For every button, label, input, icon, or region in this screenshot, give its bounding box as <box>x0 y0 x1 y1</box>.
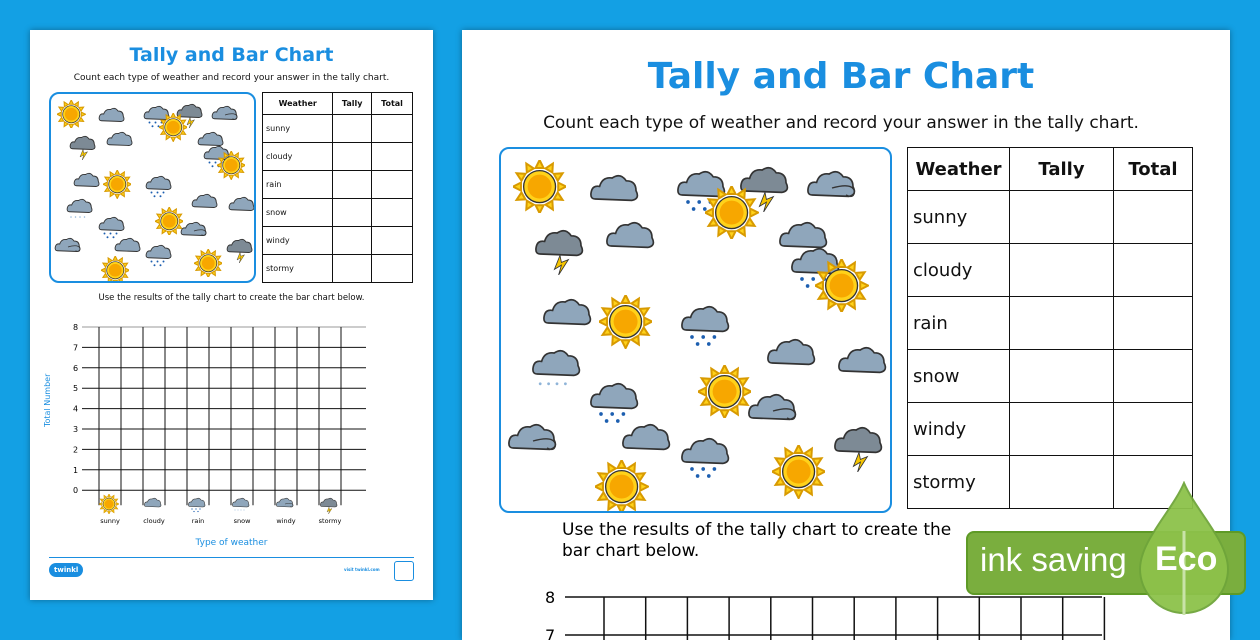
tally-cell[interactable] <box>333 115 372 143</box>
cloud-cloud-icon <box>764 328 820 384</box>
sun-icon <box>57 100 86 129</box>
row-label: cloudy <box>908 244 1010 297</box>
storm-cloud-icon <box>68 130 98 160</box>
row-label: snow <box>908 350 1010 403</box>
storm-cloud-icon <box>532 219 588 275</box>
table-row <box>908 297 1193 350</box>
x-axis-label: Type of weather <box>195 538 268 548</box>
cloud-cloud-icon <box>72 167 102 197</box>
table-row <box>908 191 1193 244</box>
bar-instruction: Use the results of the tally chart to create the bar chart below. <box>562 520 952 561</box>
y-tick-label: 2 <box>73 445 79 455</box>
instruction: Count each type of weather and record your answer in the tally chart. <box>73 73 390 83</box>
cloud-cloud-icon <box>603 211 659 267</box>
header-weather: Weather <box>908 148 1010 191</box>
sun-icon <box>99 494 119 514</box>
snow-cloud-icon <box>231 494 251 514</box>
x-tick-label: snow <box>233 517 251 526</box>
table-row <box>263 143 413 171</box>
tally-table <box>262 92 413 283</box>
eco-label: Eco <box>1155 540 1218 578</box>
sun-icon <box>101 256 130 283</box>
sun-icon <box>595 460 648 513</box>
table-row <box>263 171 413 199</box>
total-cell[interactable] <box>1114 191 1193 244</box>
tally-cell[interactable] <box>333 143 372 171</box>
total-cell[interactable] <box>371 227 412 255</box>
tally-cell[interactable] <box>1010 297 1114 350</box>
table-row <box>908 244 1193 297</box>
tally-cell[interactable] <box>1010 456 1114 509</box>
table-row <box>263 227 413 255</box>
rain-cloud-icon <box>678 427 734 483</box>
snow-cloud-icon <box>65 193 95 223</box>
twinkl-logo: twinkl <box>49 563 83 577</box>
rain-cloud-icon <box>144 170 174 200</box>
total-cell[interactable] <box>371 255 412 283</box>
total-cell[interactable] <box>371 199 412 227</box>
sun-icon <box>159 113 188 142</box>
cloud-cloud-icon <box>227 191 256 221</box>
total-cell[interactable] <box>371 143 412 171</box>
x-tick-label: windy <box>276 517 296 526</box>
sun-icon <box>513 160 566 213</box>
sun-icon <box>599 295 652 348</box>
table-row <box>908 403 1193 456</box>
weather-picture <box>499 147 892 513</box>
wind-cloud-icon <box>53 232 83 262</box>
table-row <box>263 199 413 227</box>
tally-cell[interactable] <box>1010 403 1114 456</box>
x-tick-label: stormy <box>318 517 342 526</box>
row-label: cloudy <box>263 143 333 171</box>
row-label: rain <box>908 297 1010 350</box>
instruction: Count each type of weather and record your answer in the tally chart. <box>543 113 1139 133</box>
row-label: snow <box>263 199 333 227</box>
storm-cloud-icon <box>831 416 887 472</box>
cloud-cloud-icon <box>105 126 135 156</box>
x-tick-label: cloudy <box>143 517 165 526</box>
row-label: stormy <box>908 456 1010 509</box>
wind-cloud-icon <box>179 216 209 246</box>
snow-cloud-icon <box>529 339 585 395</box>
table-row <box>263 115 413 143</box>
total-cell[interactable] <box>1114 403 1193 456</box>
wind-cloud-icon <box>505 413 561 469</box>
page-title: Tally and Bar Chart <box>129 44 334 66</box>
tally-cell[interactable] <box>1010 244 1114 297</box>
category-icon <box>275 494 299 518</box>
sun-icon <box>772 445 825 498</box>
tally-cell[interactable] <box>1010 191 1114 244</box>
rain-cloud-icon <box>144 239 174 269</box>
total-cell[interactable] <box>1114 350 1193 403</box>
weather-picture <box>49 92 256 283</box>
y-tick-label: 4 <box>73 404 79 414</box>
tally-table <box>907 147 1193 509</box>
wind-cloud-icon <box>804 160 860 216</box>
cloud-cloud-icon <box>540 288 596 344</box>
row-label: sunny <box>908 191 1010 244</box>
wind-cloud-icon <box>210 100 240 130</box>
y-tick-label: 7 <box>73 343 79 353</box>
category-icon <box>231 494 255 518</box>
tally-cell[interactable] <box>333 227 372 255</box>
header-weather: Weather <box>263 93 333 115</box>
ink-saving-text: ink saving <box>980 541 1127 578</box>
x-tick-label: sunny <box>100 517 120 526</box>
sun-icon <box>698 365 751 418</box>
header-total: Total <box>371 93 412 115</box>
y-tick-label: 8 <box>73 323 79 332</box>
y-tick-label: 1 <box>73 465 79 475</box>
y-tick-label: 3 <box>73 425 79 434</box>
total-cell[interactable] <box>1114 297 1193 350</box>
category-icon <box>319 494 343 518</box>
y-tick-label: 6 <box>73 363 79 373</box>
header-total: Total <box>1114 148 1193 191</box>
row-label: stormy <box>263 255 333 283</box>
tally-cell[interactable] <box>333 255 372 283</box>
tally-cell[interactable] <box>1010 350 1114 403</box>
header-tally: Tally <box>333 93 372 115</box>
total-cell[interactable] <box>371 115 412 143</box>
row-label: windy <box>908 403 1010 456</box>
y-tick-label: 0 <box>73 486 79 496</box>
x-tick-label: rain <box>191 517 205 526</box>
footer-url: visit twinkl.com <box>344 567 380 572</box>
rain-cloud-icon <box>678 295 734 351</box>
rain-cloud-icon <box>187 494 207 514</box>
page-title: Tally and Bar Chart <box>647 56 1035 97</box>
total-cell[interactable] <box>1114 244 1193 297</box>
sun-icon <box>705 186 758 239</box>
y-tick-label: 5 <box>73 384 79 394</box>
cloud-cloud-icon <box>143 494 163 514</box>
row-label: sunny <box>263 115 333 143</box>
sun-icon <box>194 249 223 278</box>
category-icon <box>187 494 211 518</box>
footer-divider <box>49 557 414 558</box>
sun-icon <box>217 151 246 180</box>
wind-cloud-icon <box>745 383 801 439</box>
bar-instruction: Use the results of the tally chart to create the bar chart below. <box>98 293 365 303</box>
tally-cell[interactable] <box>333 199 372 227</box>
storm-cloud-icon <box>225 233 255 263</box>
total-cell[interactable] <box>371 171 412 199</box>
tally-cell[interactable] <box>333 171 372 199</box>
sun-icon <box>815 259 868 312</box>
y-tick-label: 7 <box>545 626 556 640</box>
category-icon <box>99 494 123 518</box>
wind-cloud-icon <box>275 494 295 514</box>
row-label: windy <box>263 227 333 255</box>
header-tally: Tally <box>1010 148 1114 191</box>
preview-page-small <box>30 30 433 600</box>
y-tick-label: 8 <box>545 588 556 607</box>
table-row <box>908 350 1193 403</box>
storm-cloud-icon <box>319 494 339 514</box>
y-axis-label: Total Number <box>43 373 52 427</box>
cloud-cloud-icon <box>190 188 220 218</box>
quality-badge-icon <box>394 561 414 581</box>
bar-chart-grid <box>30 310 433 550</box>
category-icon <box>143 494 167 518</box>
row-label: rain <box>263 171 333 199</box>
cloud-cloud-icon <box>835 336 891 392</box>
table-row <box>263 255 413 283</box>
sun-icon <box>103 170 132 199</box>
